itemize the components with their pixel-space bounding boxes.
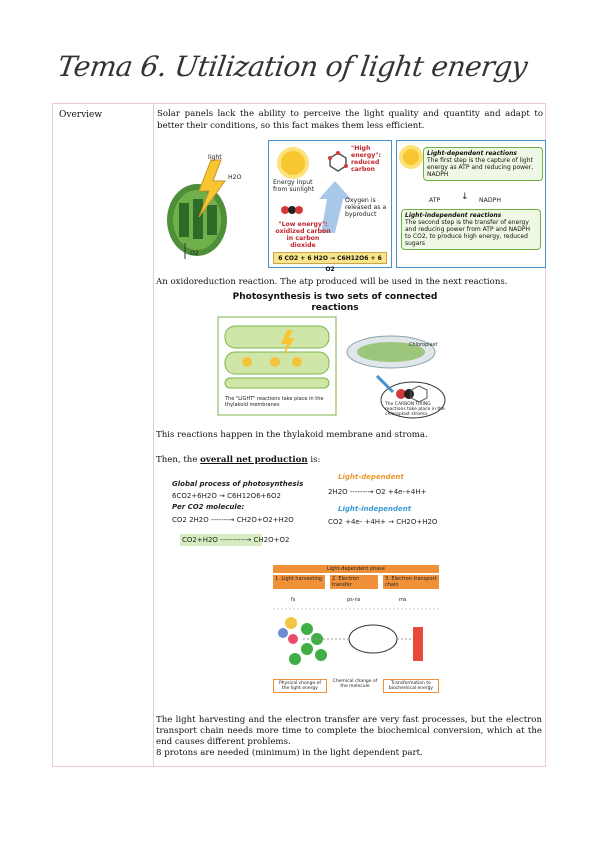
figure2-title-line1: Photosynthesis is two sets of connected xyxy=(232,292,438,302)
connected-reactions-figure xyxy=(215,292,455,420)
atp-label: ATP xyxy=(429,197,441,204)
ld-title: Light-dependent reactions xyxy=(427,150,517,157)
light-independent-label: Light-independent xyxy=(338,505,412,513)
energy-panel xyxy=(268,140,392,273)
light-label: light xyxy=(208,154,222,161)
light-dependent-equation: 2H2O -------→ O2 +4e-+4H+ xyxy=(328,488,427,496)
electron-transport-box: 3. Electron transport chain xyxy=(383,575,439,589)
water-label: H2O xyxy=(228,174,242,181)
low-energy-label: "Low energy": oxidized carbon in carbon dioxide xyxy=(275,221,331,249)
ld-text: The first step is the capture of light energy as ATP and reducing power, NADPH xyxy=(427,157,534,178)
light-harvesting-box: 1. Light harvesting xyxy=(273,575,325,589)
nadph-label: NADPH xyxy=(479,197,502,204)
light-independent-equation: CO2 +4e- +4H+ → CH2O+H2O xyxy=(328,518,438,526)
li-title: Light-independent reactions xyxy=(405,212,502,219)
intro-paragraph: Solar panels lack the ability to perceive the light quality and quantity and adapt to better their conditions, so this fact makes them less efficient. xyxy=(157,109,543,131)
row-label: Overview xyxy=(59,110,103,120)
carbon-fixing-note: The CARBON FIXING reactions take place in the chloroplast stroma xyxy=(385,402,445,417)
light-dependent-box xyxy=(423,147,543,181)
photosynthesis-equation: 6 CO2 + 6 H2O → C6H12O6 + 6 O2 xyxy=(273,252,387,264)
sun-icon xyxy=(281,151,305,175)
light-dependent-label: Light-dependent xyxy=(338,473,404,481)
overall-bold: overall net production xyxy=(200,455,308,465)
glucose-molecule-icon xyxy=(327,151,349,173)
li-text: The second step is the transfer of energy and reducing power from ATP and NADPH to CO2, to produce high energy, reduced sugars xyxy=(405,219,531,247)
global-equation: 6CO2+6H2O → C6H12O6+6O2 xyxy=(172,492,281,500)
redox-caption: An oxidoreduction reaction. The atp produced will be used in the next reactions. xyxy=(156,277,508,287)
light-dependent-phase-figure xyxy=(273,565,439,707)
closing-paragraph xyxy=(156,715,542,759)
down-arrow-icon: ↓ xyxy=(461,192,469,202)
electron-transport-diagram xyxy=(273,605,439,677)
chloroplast-label: Chloroplast xyxy=(409,342,438,348)
light-independent-box xyxy=(401,209,541,250)
chloroplast-diagram xyxy=(155,155,255,265)
energy-input-label: Energy input from sunlight xyxy=(273,179,315,193)
figure2-title-line2: reactions xyxy=(311,303,359,313)
phase-header: Light-dependent phase xyxy=(273,565,439,573)
page-title: Tema 6. Utilization of light energy xyxy=(55,50,530,83)
electron-transfer-box: 2. Electron transfer xyxy=(330,575,378,589)
oxygen-label: O2 xyxy=(190,250,199,257)
time-fs: fs xyxy=(291,597,296,603)
global-process-title: Global process of photosynthesis xyxy=(172,480,304,488)
high-energy-label: "High energy": reduced carbon xyxy=(351,145,382,173)
transformation-note: Transformation to biochemical energy xyxy=(383,679,439,693)
per-co2-title: Per CO2 molecule: xyxy=(172,503,245,511)
net-equation: CO2+H2O ----------→ CH2O+O2 xyxy=(182,536,290,544)
figure2-title xyxy=(215,292,455,314)
closing-text: The light harvesting and the electron transfer are very fast processes, but the electron transport chain needs more time to complete the biochemical conversion, which at the end causes different problems. xyxy=(156,715,542,747)
reactions-panel xyxy=(396,140,546,268)
protons-text: 8 protons are needed (minimum) in the light dependent part. xyxy=(156,748,423,758)
oxygen-byproduct-label: Oxygen is released as a byproduct xyxy=(345,197,387,218)
time-ms: ms xyxy=(399,597,407,603)
membrane-caption: This reactions happen in the thylakoid membrane and stroma. xyxy=(156,430,428,440)
photosynthesis-overview-figure xyxy=(150,140,534,273)
time-ps-ns: ps-ns xyxy=(347,597,361,603)
overall-suffix: is: xyxy=(307,455,321,465)
physical-change-note: Physical change of the light energy xyxy=(273,679,327,693)
chemical-change-note: Chemical change of the molecule xyxy=(332,679,378,689)
light-reactions-note: The "LIGHT" reactions take place in the thylakoid membranes xyxy=(225,396,324,408)
sun-small-icon xyxy=(403,149,419,165)
overall-prefix: Then, the xyxy=(156,455,201,465)
per-co2-equation: CO2 2H2O -------→ CH2O+O2+H2O xyxy=(172,516,294,524)
overview-content xyxy=(157,108,543,132)
overall-production-line xyxy=(156,455,320,465)
co2-molecule-icon xyxy=(281,203,303,217)
